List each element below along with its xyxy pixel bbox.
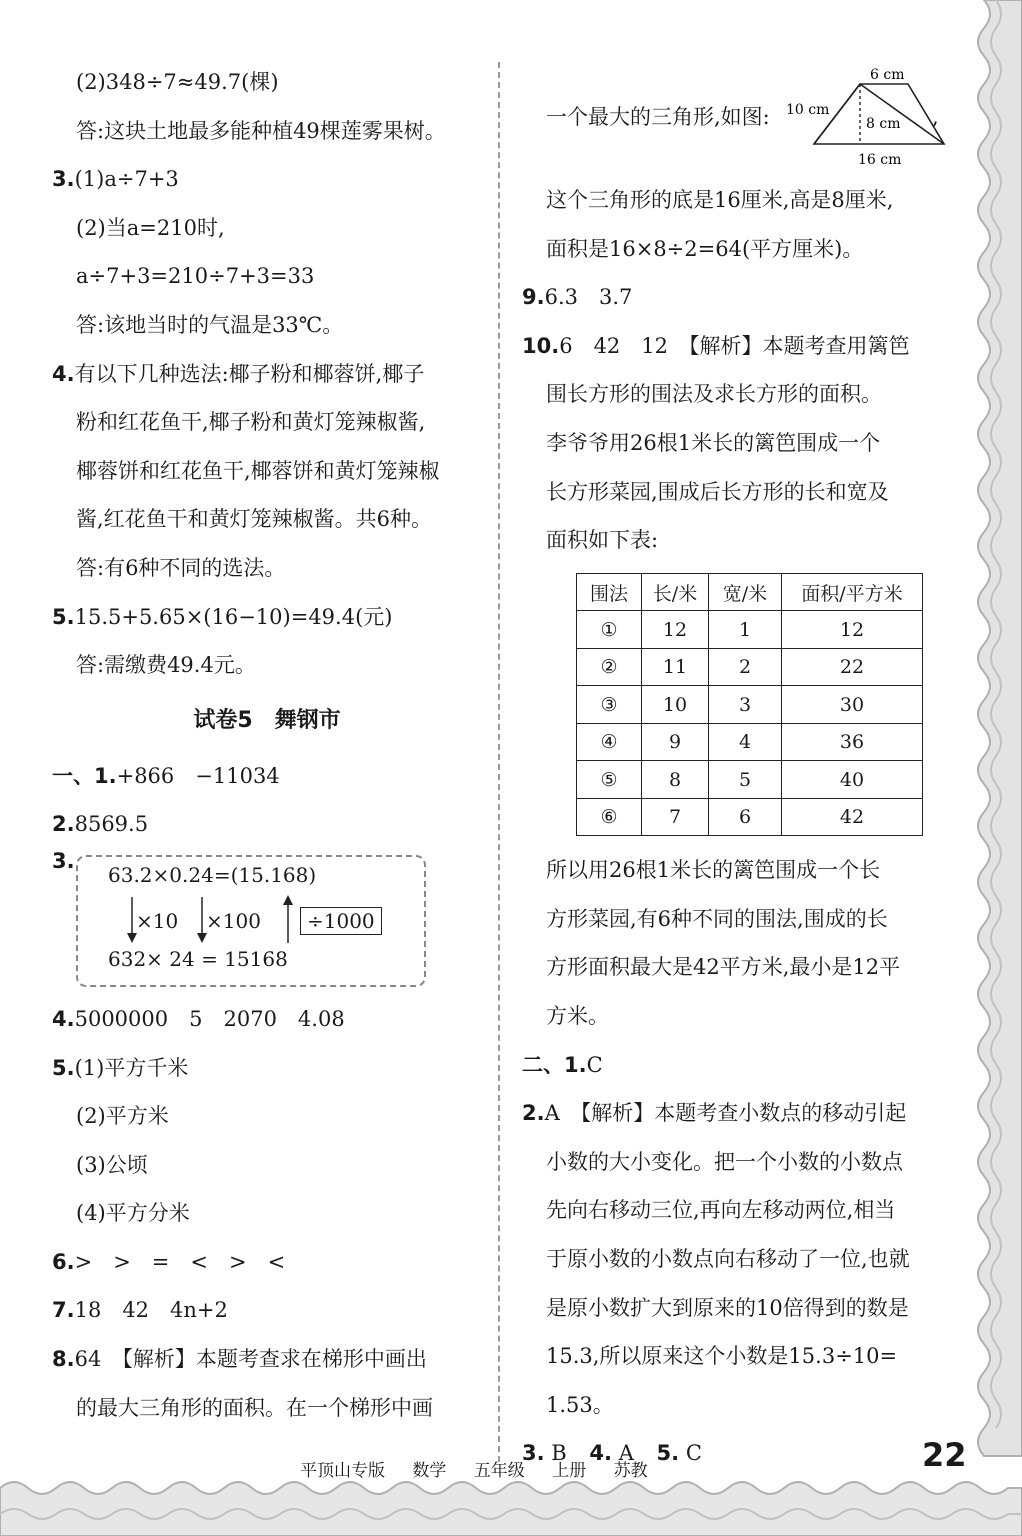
answer-line: C (685, 1441, 702, 1466)
table-header: 面积/平方米 (782, 573, 923, 611)
question-number: 10. (522, 333, 560, 358)
answer-line: 先向右移动三位,再向左移动两位,相当 (546, 1198, 896, 1223)
table-cell: ① (577, 611, 642, 649)
question-number: 3. (52, 848, 75, 873)
answer-line: (2)348÷7≈49.7(棵) (76, 70, 279, 94)
answer-line: 面积是16×8÷2=64(平方厘米)。 (546, 236, 864, 261)
answer-line: 这个三角形的底是16厘米,高是8厘米, (546, 188, 894, 212)
answer-line: 李爷爷用26根1米长的篱笆围成一个 (546, 430, 881, 455)
column-divider (498, 62, 500, 1462)
answer-line: 18 42 4n+2 (74, 1298, 228, 1323)
table-cell: 40 (782, 761, 923, 799)
table-cell: ③ (577, 686, 642, 724)
answer-line: 15.3,所以原来这个小数是15.3÷10= (546, 1344, 898, 1369)
section-title: 试卷5 舞钢市 (193, 707, 341, 733)
answer-line: (2)当a=210时, (76, 215, 225, 240)
trap-height-label: 8 cm (866, 116, 901, 132)
question-number: 5. (656, 1441, 680, 1466)
question-number: 2. (52, 812, 75, 837)
question-number: 7. (52, 1298, 75, 1323)
table-cell: 42 (782, 798, 923, 836)
answer-line: 答:需缴费49.4元。 (76, 653, 256, 678)
table-row (577, 648, 923, 686)
answer-line: 一个最大的三角形,如图: (546, 105, 770, 129)
answer-line: (2)平方米 (76, 1104, 169, 1129)
question-number: 5. (52, 604, 75, 629)
table-cell: 2 (709, 648, 782, 686)
footer-publisher: 苏教 (613, 1461, 648, 1481)
wavy-border-right (974, 0, 1022, 1536)
calc-divide1000: ÷1000 (300, 907, 382, 935)
table-cell: 10 (642, 686, 709, 724)
answer-line: 1.53。 (546, 1392, 614, 1417)
answer-line: B (551, 1441, 567, 1466)
calc-row1: 63.2×0.24=(15.168) (108, 862, 317, 887)
answer-line: 围长方形的围法及求长方形的面积。 (546, 382, 882, 407)
answer-line: 答:有6种不同的选法。 (76, 555, 286, 580)
table-cell: 7 (642, 798, 709, 836)
calc-row3: 632× 24 = 15168 (108, 946, 288, 971)
question-number: 5. (52, 1055, 75, 1080)
footer-grade: 五年级 (473, 1461, 525, 1481)
answer-line: 15.5+5.65×(16−10)=49.4(元) (74, 604, 393, 629)
answer-line: 椰蓉饼和红花鱼干,椰蓉饼和黄灯笼辣椒 (76, 458, 440, 483)
table-header: 长/米 (642, 573, 709, 611)
table-cell: 8 (642, 761, 709, 799)
table-cell: 30 (782, 686, 923, 724)
answer-line: A (618, 1441, 634, 1466)
answer-line: 长方形菜园,围成后长方形的长和宽及 (546, 479, 889, 504)
question-number: 3. (52, 167, 75, 192)
table-row (577, 686, 923, 724)
table-header: 宽/米 (709, 573, 782, 611)
answer-line: 酱,红花鱼干和黄灯笼辣椒酱。共6种。 (76, 507, 433, 532)
answer-line: 64 【解析】本题考查求在梯形中画出 (74, 1347, 427, 1372)
answer-line: A 【解析】本题考查小数点的移动引起 (544, 1101, 907, 1126)
question-number: 4. (52, 361, 75, 386)
trap-bottom-label: 16 cm (858, 152, 902, 168)
answer-line: (1)a÷7+3 (74, 167, 179, 192)
table-cell: 9 (642, 723, 709, 761)
answer-line: (4)平方分米 (76, 1201, 190, 1226)
question-number: 9. (522, 285, 545, 310)
answer-line: 的最大三角形的面积。在一个梯形中画 (76, 1395, 433, 1420)
table-cell: 12 (642, 611, 709, 649)
table-cell: ④ (577, 723, 642, 761)
answer-line: 有以下几种选法:椰子粉和椰蓉饼,椰子 (74, 361, 425, 386)
table-cell: 12 (782, 611, 923, 649)
calculation-box (76, 855, 426, 987)
table-header: 围法 (577, 573, 642, 611)
answer-line: 5000000 5 2070 4.08 (74, 1006, 345, 1031)
answer-line: , (932, 105, 939, 129)
answer-line: +866 −11034 (116, 763, 280, 788)
table-row (577, 611, 923, 649)
table-cell: ⑥ (577, 798, 642, 836)
answer-line: 所以用26根1米长的篱笆围成一个长 (546, 858, 881, 883)
answer-line: 粉和红花鱼干,椰子粉和黄灯笼辣椒酱, (76, 410, 426, 435)
fence-table (576, 573, 923, 837)
answer-line: 答:该地当时的气温是33℃。 (76, 312, 344, 337)
answer-line: > > = < > < (74, 1249, 286, 1274)
table-cell: 22 (782, 648, 923, 686)
footer-term: 上册 (552, 1461, 587, 1481)
answer-line: C (586, 1052, 603, 1077)
answer-line: 方形面积最大是42平方米,最小是12平 (546, 955, 901, 980)
answer-line: 6.3 3.7 (544, 285, 633, 310)
question-number: 一、1. (52, 763, 117, 788)
table-cell: 1 (709, 611, 782, 649)
page-footer (300, 1456, 670, 1481)
footer-subject: 数学 (412, 1461, 447, 1481)
table-row (577, 761, 923, 799)
answer-line: 答:这块土地最多能种植49棵莲雾果树。 (76, 118, 446, 143)
answer-line: 是原小数扩大到原来的10倍得到的数是 (546, 1295, 909, 1320)
answer-line: 小数的大小变化。把一个小数的小数点 (546, 1149, 903, 1174)
table-cell: ⑤ (577, 761, 642, 799)
question-number: 4. (52, 1006, 75, 1031)
question-number: 6. (52, 1249, 75, 1274)
table-cell: 4 (709, 723, 782, 761)
question-number: 2. (522, 1101, 545, 1126)
answer-line: 8569.5 (74, 812, 149, 837)
answer-line: 方米。 (546, 1004, 609, 1029)
table-cell: 11 (642, 648, 709, 686)
footer-edition: 平顶山专版 (300, 1461, 385, 1481)
answer-line: (1)平方千米 (74, 1055, 189, 1080)
calc-times10: ×10 (136, 908, 179, 933)
trap-side-label: 10 cm (786, 102, 830, 118)
answer-line: 方形菜园,有6种不同的围法,围成的长 (546, 906, 888, 931)
question-number: 8. (52, 1347, 75, 1372)
table-cell: 5 (709, 761, 782, 799)
answer-line: 于原小数的小数点向右移动了一位,也就 (546, 1247, 910, 1271)
table-cell: 36 (782, 723, 923, 761)
answer-line: a÷7+3=210÷7+3=33 (76, 264, 315, 289)
page-number: 22 (922, 1436, 967, 1474)
left-column (52, 58, 482, 1432)
table-cell: 6 (709, 798, 782, 836)
table-cell: 3 (709, 686, 782, 724)
table-row (577, 723, 923, 761)
table-cell: ② (577, 648, 642, 686)
question-number: 4. (589, 1441, 612, 1466)
question-number: 3. (522, 1441, 545, 1466)
question-number: 二、1. (522, 1052, 587, 1077)
answer-line: 6 42 12 【解析】本题考查用篱笆 (559, 333, 910, 358)
calc-times100: ×100 (206, 908, 261, 933)
trap-top-label: 6 cm (870, 67, 905, 83)
answer-line: (3)公顷 (76, 1152, 148, 1177)
table-row (577, 798, 923, 836)
right-column (522, 58, 962, 1478)
answer-line: 面积如下表: (546, 528, 659, 553)
